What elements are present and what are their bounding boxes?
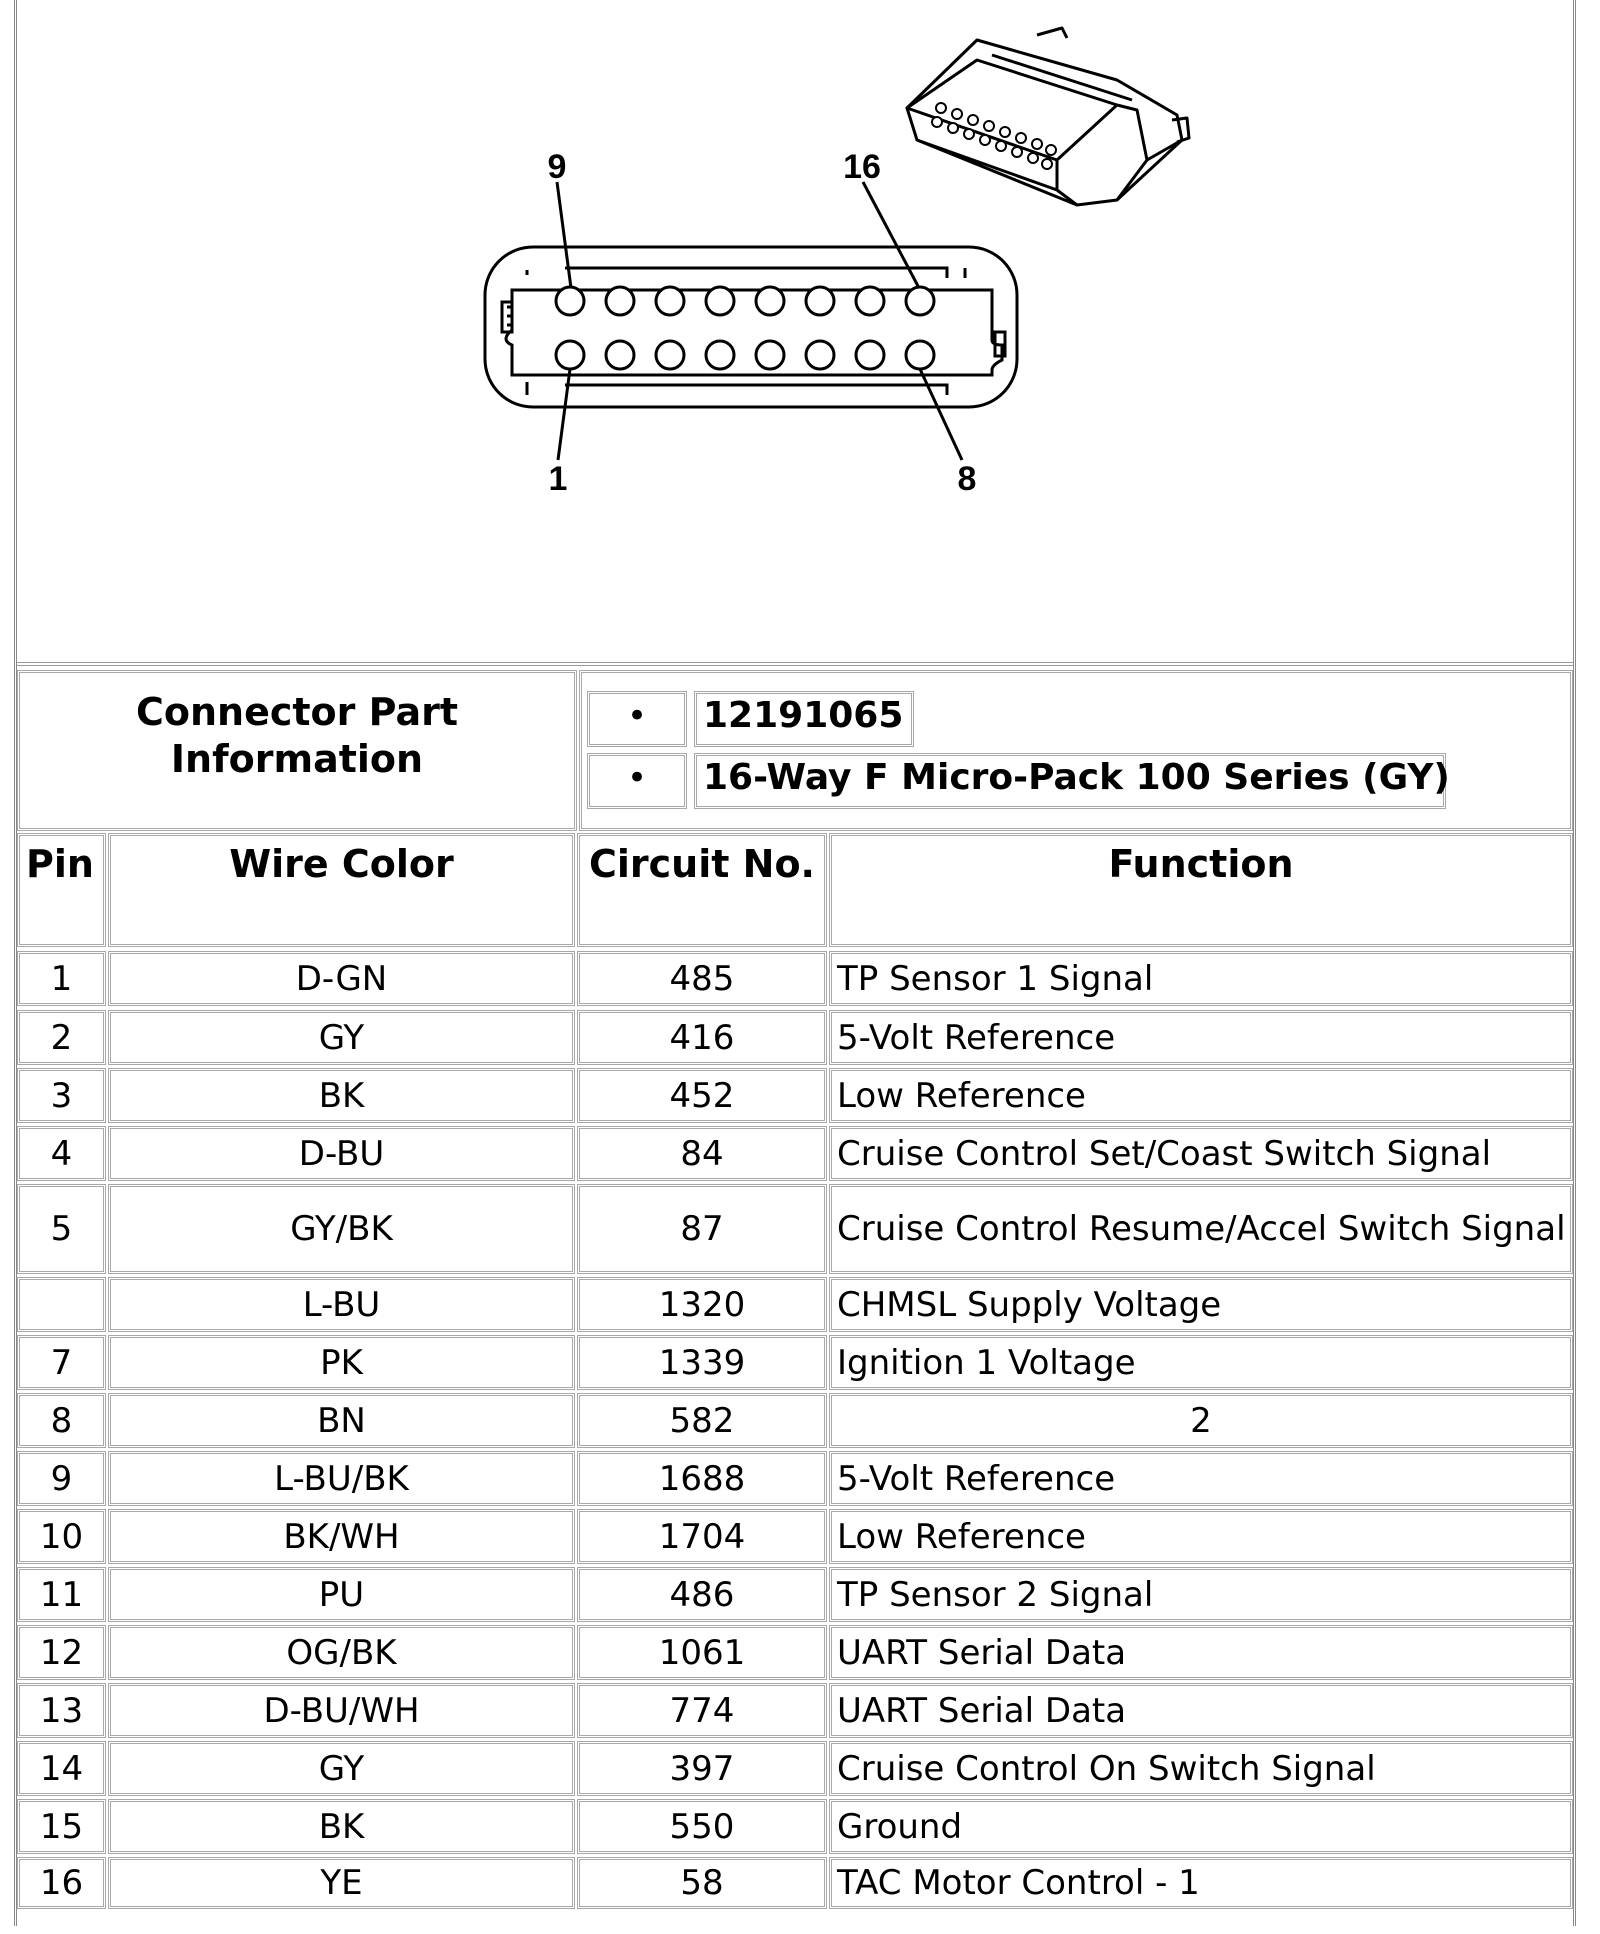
cell-wire-color xyxy=(108,1068,575,1123)
cell-pin-text: 8 xyxy=(50,1400,73,1441)
cell-wire-color xyxy=(108,1126,575,1181)
cell-wire-color-text: GY/BK xyxy=(290,1209,393,1249)
cell-circuit-no-text: 452 xyxy=(669,1075,735,1116)
cell-circuit-no xyxy=(577,1277,827,1332)
cell-circuit-no xyxy=(577,951,827,1006)
cell-circuit-no xyxy=(577,1335,827,1390)
cell-pin xyxy=(17,1857,106,1909)
cell-pin xyxy=(17,1683,106,1738)
cell-wire-color xyxy=(108,1741,575,1796)
cell-wire-color xyxy=(108,1277,575,1332)
cell-wire-color xyxy=(108,1683,575,1738)
cell-function xyxy=(829,951,1573,1006)
cell-circuit-no xyxy=(577,1393,827,1448)
cell-circuit-no xyxy=(577,1683,827,1738)
cell-pin xyxy=(17,1509,106,1564)
cell-circuit-no xyxy=(577,1741,827,1796)
pin-cavities xyxy=(556,287,934,369)
cell-pin-text: 5 xyxy=(50,1209,73,1249)
cell-pin-text: 4 xyxy=(50,1133,73,1174)
header-pin: Pin xyxy=(17,833,106,947)
bullet-1: • xyxy=(587,691,687,747)
cell-function-text: Cruise Control On Switch Signal xyxy=(837,1748,1376,1789)
connector-part-info-label: Connector Part Information xyxy=(135,690,459,781)
cell-function xyxy=(829,1010,1573,1065)
cell-circuit-no xyxy=(577,1184,827,1274)
cell-circuit-no-text: 1704 xyxy=(658,1516,746,1557)
cell-pin xyxy=(17,1184,106,1274)
cell-pin-text: 11 xyxy=(39,1574,84,1615)
cell-function-text: 5-Volt Reference xyxy=(837,1017,1116,1058)
pin-leader-lines xyxy=(557,182,962,460)
connector-3d-icon xyxy=(907,28,1189,205)
cell-wire-color xyxy=(108,951,575,1006)
cell-function-text: Cruise Control Set/Coast Switch Signal xyxy=(837,1133,1492,1174)
cell-function-text: TAC Motor Control - 1 xyxy=(837,1863,1200,1903)
cell-wire-color xyxy=(108,1010,575,1065)
connector-part-info-values-cell xyxy=(579,670,1573,831)
cell-pin-text: 16 xyxy=(39,1863,84,1903)
cell-circuit-no-text: 1688 xyxy=(658,1458,746,1499)
cell-pin-text: 3 xyxy=(50,1075,73,1116)
cell-circuit-no-text: 58 xyxy=(680,1863,724,1903)
pin-label-9: 9 xyxy=(547,148,567,186)
cell-function xyxy=(829,1277,1573,1332)
cell-wire-color xyxy=(108,1335,575,1390)
cell-wire-color-text: PK xyxy=(320,1342,363,1383)
cell-circuit-no-text: 1339 xyxy=(658,1342,746,1383)
cell-wire-color xyxy=(108,1799,575,1854)
cell-function-text: 2 xyxy=(1190,1400,1212,1441)
cell-function xyxy=(829,1741,1573,1796)
cell-function-text: UART Serial Data xyxy=(837,1632,1127,1673)
cell-function xyxy=(829,1068,1573,1123)
header-function: Function xyxy=(829,833,1573,947)
cell-pin xyxy=(17,1126,106,1181)
cell-circuit-no-text: 87 xyxy=(680,1209,724,1249)
cell-pin xyxy=(17,951,106,1006)
cell-pin xyxy=(17,1335,106,1390)
cell-wire-color-text: OG/BK xyxy=(286,1632,397,1673)
cell-function xyxy=(829,1335,1573,1390)
pin-label-8: 8 xyxy=(957,460,977,498)
cell-pin-text: 1 xyxy=(50,958,73,999)
cell-wire-color-text: GY xyxy=(318,1748,365,1789)
cell-pin-text: 13 xyxy=(39,1690,84,1731)
connector-outline xyxy=(485,247,1017,407)
cell-pin xyxy=(17,1068,106,1123)
cell-function-text: TP Sensor 1 Signal xyxy=(837,958,1154,999)
header-wire-color: Wire Color xyxy=(108,833,575,947)
cell-wire-color-text: D-BU xyxy=(298,1133,385,1174)
header-circuit-no: Circuit No. xyxy=(577,833,827,947)
cell-circuit-no xyxy=(577,1857,827,1909)
cell-wire-color-text: BK/WH xyxy=(283,1516,400,1557)
connector-part-info-label-cell xyxy=(17,670,577,831)
cell-circuit-no xyxy=(577,1567,827,1622)
cell-circuit-no-text: 397 xyxy=(669,1748,735,1789)
cell-pin xyxy=(17,1625,106,1680)
cell-pin-text: 9 xyxy=(50,1458,73,1499)
cell-function-text: TP Sensor 2 Signal xyxy=(837,1574,1154,1615)
cell-function xyxy=(829,1393,1573,1448)
cell-wire-color xyxy=(108,1184,575,1274)
cell-pin-text: 10 xyxy=(39,1516,84,1557)
cell-function xyxy=(829,1683,1573,1738)
cell-pin-text: 2 xyxy=(50,1017,73,1058)
cell-wire-color-text: L-BU/BK xyxy=(274,1458,409,1499)
cell-pin xyxy=(17,1393,106,1448)
cell-pin-text: 12 xyxy=(39,1632,84,1673)
cell-wire-color xyxy=(108,1567,575,1622)
cell-pin xyxy=(17,1277,106,1332)
cell-circuit-no xyxy=(577,1010,827,1065)
cell-circuit-no-text: 582 xyxy=(669,1400,735,1441)
cell-function-text: Low Reference xyxy=(837,1516,1086,1557)
cell-function-text: Cruise Control Resume/Accel Switch Signal xyxy=(837,1209,1566,1249)
cell-pin xyxy=(17,1799,106,1854)
cell-function-text: Ground xyxy=(837,1806,963,1847)
cell-wire-color xyxy=(108,1393,575,1448)
cell-function xyxy=(829,1625,1573,1680)
cell-circuit-no-text: 485 xyxy=(669,958,735,999)
cell-wire-color-text: BK xyxy=(318,1806,365,1847)
cell-circuit-no-text: 774 xyxy=(669,1690,735,1731)
cell-function xyxy=(829,1567,1573,1622)
cell-circuit-no xyxy=(577,1509,827,1564)
cell-wire-color-text: GY xyxy=(318,1017,365,1058)
pin-label-1: 1 xyxy=(548,460,568,498)
cell-circuit-no-text: 1061 xyxy=(658,1632,746,1673)
cell-function-text: CHMSL Supply Voltage xyxy=(837,1284,1222,1325)
cell-pin-text: 15 xyxy=(39,1806,84,1847)
cell-function-text: Low Reference xyxy=(837,1075,1086,1116)
cell-wire-color-text: L-BU xyxy=(302,1284,381,1325)
cell-wire-color-text: BK xyxy=(318,1075,365,1116)
cell-function xyxy=(829,1857,1573,1909)
cell-function xyxy=(829,1184,1573,1274)
cell-wire-color-text: PU xyxy=(318,1574,365,1615)
cell-function xyxy=(829,1451,1573,1506)
cell-pin xyxy=(17,1451,106,1506)
cell-wire-color-text: BN xyxy=(317,1400,366,1441)
cell-pin-text: 14 xyxy=(39,1748,84,1789)
cell-function-text: UART Serial Data xyxy=(837,1690,1127,1731)
cell-function-text: 5-Volt Reference xyxy=(837,1458,1116,1499)
cell-wire-color xyxy=(108,1509,575,1564)
cell-wire-color-text: D-GN xyxy=(295,958,388,999)
cell-wire-color xyxy=(108,1625,575,1680)
pin-label-16: 16 xyxy=(843,148,881,186)
connector-description: 16-Way F Micro-Pack 100 Series (GY) xyxy=(694,753,1446,809)
cell-wire-color-text: D-BU/WH xyxy=(263,1690,420,1731)
connector-face-diagram xyxy=(17,0,1573,666)
cell-circuit-no-text: 84 xyxy=(680,1133,724,1174)
cell-circuit-no xyxy=(577,1068,827,1123)
cell-function xyxy=(829,1509,1573,1564)
cell-circuit-no-text: 550 xyxy=(669,1806,735,1847)
cell-wire-color xyxy=(108,1857,575,1909)
cell-pin-text: 7 xyxy=(50,1342,73,1383)
cell-function xyxy=(829,1799,1573,1854)
cell-wire-color-text: YE xyxy=(320,1863,363,1903)
cell-circuit-no xyxy=(577,1126,827,1181)
cell-circuit-no-text: 416 xyxy=(669,1017,735,1058)
cell-circuit-no xyxy=(577,1625,827,1680)
cell-wire-color xyxy=(108,1451,575,1506)
cell-pin xyxy=(17,1010,106,1065)
cell-pin xyxy=(17,1567,106,1622)
connector-diagram-panel xyxy=(17,0,1573,666)
cell-circuit-no xyxy=(577,1451,827,1506)
cell-function-text: Ignition 1 Voltage xyxy=(837,1342,1136,1383)
cell-pin xyxy=(17,1741,106,1796)
connector-face xyxy=(485,247,1017,407)
part-number: 12191065 xyxy=(694,691,914,747)
cell-function xyxy=(829,1126,1573,1181)
cell-circuit-no-text: 486 xyxy=(669,1574,735,1615)
cell-circuit-no-text: 1320 xyxy=(658,1284,746,1325)
cell-circuit-no xyxy=(577,1799,827,1854)
bullet-2: • xyxy=(587,753,687,809)
